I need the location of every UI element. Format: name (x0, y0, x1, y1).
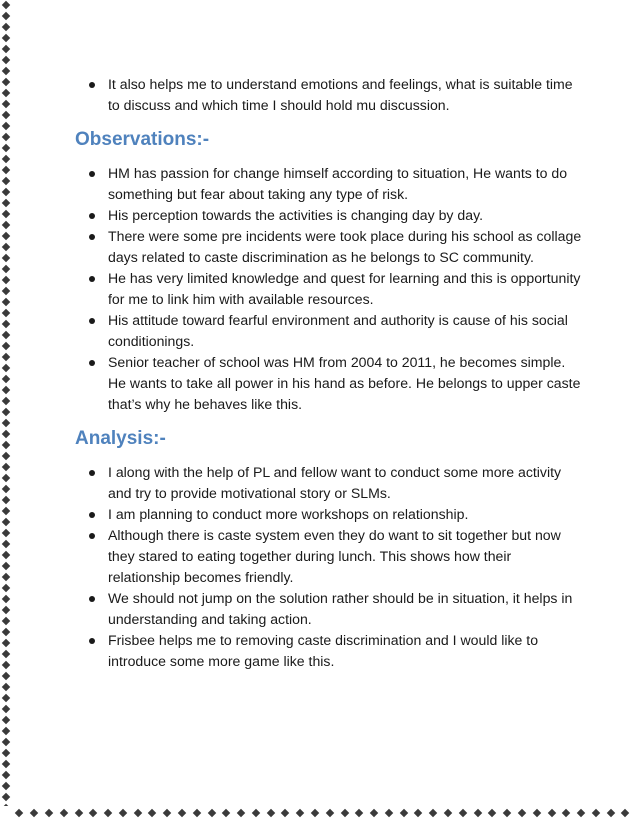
border-diamond-icon (2, 606, 10, 614)
border-diamond-icon (15, 809, 23, 817)
border-diamond-icon (2, 111, 10, 119)
border-diamond-icon (2, 694, 10, 702)
border-diamond-icon (2, 1, 10, 9)
border-diamond-icon (577, 809, 585, 817)
border-diamond-icon (2, 331, 10, 339)
border-diamond-icon (326, 809, 334, 817)
border-diamond-icon (2, 122, 10, 130)
border-diamond-icon (503, 809, 511, 817)
border-diamond-icon (30, 809, 38, 817)
border-diamond-icon (178, 809, 186, 817)
observations-heading: Observations:- (75, 129, 210, 150)
border-diamond-icon (2, 177, 10, 185)
border-diamond-icon (621, 809, 629, 817)
border-diamond-icon (193, 809, 201, 817)
border-diamond-icon (606, 809, 614, 817)
border-diamond-icon (2, 705, 10, 713)
list-item: He has very limited knowledge and quest for learning and this is opportunity for me to link him with available resources. (75, 268, 585, 310)
border-diamond-icon (385, 809, 393, 817)
border-diamond-icon (266, 809, 274, 817)
border-diamond-icon (2, 738, 10, 746)
border-diamond-icon (2, 254, 10, 262)
border-diamond-icon (2, 144, 10, 152)
border-diamond-icon (2, 529, 10, 537)
border-diamond-icon (2, 485, 10, 493)
border-diamond-icon (2, 89, 10, 97)
border-diamond-icon (2, 518, 10, 526)
border-diamond-icon (2, 188, 10, 196)
list-item: Frisbee helps me to removing caste discrimination and I would like to introduce some more game like this. (75, 630, 585, 672)
border-diamond-icon (104, 809, 112, 817)
border-diamond-icon (2, 727, 10, 735)
border-diamond-icon (2, 78, 10, 86)
list-item: Senior teacher of school was HM from 2004 to 2011, he becomes simple. He wants to take all power in his hand as before. He belongs to upper caste that’s why he behaves like this. (75, 352, 585, 415)
border-diamond-icon (89, 809, 97, 817)
border-diamond-icon (119, 809, 127, 817)
border-diamond-icon (459, 809, 467, 817)
border-diamond-icon (2, 463, 10, 471)
border-diamond-icon (2, 474, 10, 482)
border-diamond-icon (2, 166, 10, 174)
border-diamond-icon (2, 716, 10, 724)
border-diamond-icon (340, 809, 348, 817)
border-diamond-icon (2, 650, 10, 658)
border-diamond-icon (59, 809, 67, 817)
border-diamond-icon (547, 809, 555, 817)
border-diamond-icon (2, 276, 10, 284)
border-diamond-icon (414, 809, 422, 817)
border-diamond-icon (2, 56, 10, 64)
border-diamond-icon (562, 809, 570, 817)
border-diamond-icon (2, 760, 10, 768)
list-item: There were some pre incidents were took place during his school as collage days related to caste discrimination as he belongs to SC community. (75, 226, 585, 268)
border-diamond-icon (2, 595, 10, 603)
border-diamond-icon (2, 133, 10, 141)
list-item: His attitude toward fearful environment and authority is cause of his social conditionings. (75, 310, 585, 352)
border-diamond-icon (2, 441, 10, 449)
border-diamond-icon (2, 375, 10, 383)
border-diamond-icon (2, 232, 10, 240)
list-item: His perception towards the activities is changing day by day. (75, 205, 585, 226)
border-diamond-icon (2, 320, 10, 328)
border-diamond-icon (2, 639, 10, 647)
border-diamond-icon (518, 809, 526, 817)
border-diamond-icon (2, 243, 10, 251)
border-diamond-icon (2, 661, 10, 669)
border-diamond-icon (2, 584, 10, 592)
border-diamond-icon (488, 809, 496, 817)
border-diamond-icon (2, 221, 10, 229)
border-diamond-icon (2, 210, 10, 218)
border-diamond-icon (592, 809, 600, 817)
border-diamond-icon (444, 809, 452, 817)
intro-list (75, 74, 585, 116)
border-diamond-icon (2, 496, 10, 504)
analysis-heading: Analysis:- (75, 428, 166, 449)
border-diamond-icon (2, 573, 10, 581)
border-diamond-icon (2, 67, 10, 75)
page-border-left (0, 0, 12, 806)
border-diamond-icon (281, 809, 289, 817)
border-diamond-icon (2, 309, 10, 317)
border-diamond-icon (163, 809, 171, 817)
border-diamond-icon (148, 809, 156, 817)
border-diamond-icon (2, 628, 10, 636)
border-diamond-icon (355, 809, 363, 817)
border-diamond-icon (45, 809, 53, 817)
list-item: It also helps me to understand emotions and feelings, what is suitable time to discuss and which time I should hold mu discussion. (75, 74, 585, 116)
border-diamond-icon (2, 199, 10, 207)
border-diamond-icon (2, 34, 10, 42)
border-diamond-icon (2, 353, 10, 361)
document-body (75, 74, 585, 672)
border-diamond-icon (2, 683, 10, 691)
border-diamond-icon (2, 23, 10, 31)
border-diamond-icon (2, 617, 10, 625)
border-diamond-icon (2, 551, 10, 559)
border-diamond-icon (2, 408, 10, 416)
border-diamond-icon (2, 45, 10, 53)
border-diamond-icon (2, 342, 10, 350)
border-diamond-icon (2, 672, 10, 680)
border-diamond-icon (2, 419, 10, 427)
border-diamond-icon (74, 809, 82, 817)
border-diamond-icon (222, 809, 230, 817)
list-item: HM has passion for change himself according to situation, He wants to do something but fear about taking any type of risk. (75, 163, 585, 205)
border-diamond-icon (473, 809, 481, 817)
border-diamond-icon (2, 452, 10, 460)
border-diamond-icon (2, 100, 10, 108)
border-diamond-icon (2, 386, 10, 394)
list-item: Although there is caste system even they do want to sit together but now they stared to eating together during lunch. This shows how their relationship becomes friendly. (75, 525, 585, 588)
border-diamond-icon (133, 809, 141, 817)
border-diamond-icon (2, 804, 10, 806)
observations-list (75, 163, 585, 415)
border-diamond-icon (2, 507, 10, 515)
border-diamond-icon (2, 155, 10, 163)
border-diamond-icon (2, 749, 10, 757)
border-diamond-icon (2, 793, 10, 801)
border-diamond-icon (2, 287, 10, 295)
border-diamond-icon (2, 397, 10, 405)
border-diamond-icon (2, 540, 10, 548)
list-item: We should not jump on the solution rather should be in situation, it helps in understanding and taking action. (75, 588, 585, 630)
border-diamond-icon (237, 809, 245, 817)
border-diamond-icon (2, 562, 10, 570)
page-border-bottom (12, 806, 638, 820)
border-diamond-icon (252, 809, 260, 817)
list-item: I am planning to conduct more workshops on relationship. (75, 504, 585, 525)
border-diamond-icon (2, 12, 10, 20)
border-diamond-icon (2, 364, 10, 372)
analysis-list (75, 462, 585, 672)
border-diamond-icon (2, 771, 10, 779)
border-diamond-icon (532, 809, 540, 817)
border-diamond-icon (399, 809, 407, 817)
border-diamond-icon (2, 298, 10, 306)
border-diamond-icon (207, 809, 215, 817)
border-diamond-icon (2, 782, 10, 790)
border-diamond-icon (2, 265, 10, 273)
border-diamond-icon (2, 430, 10, 438)
border-diamond-icon (296, 809, 304, 817)
list-item: I along with the help of PL and fellow want to conduct some more activity and try to provide motivational story or SLMs. (75, 462, 585, 504)
border-diamond-icon (311, 809, 319, 817)
border-diamond-icon (429, 809, 437, 817)
border-diamond-icon (370, 809, 378, 817)
